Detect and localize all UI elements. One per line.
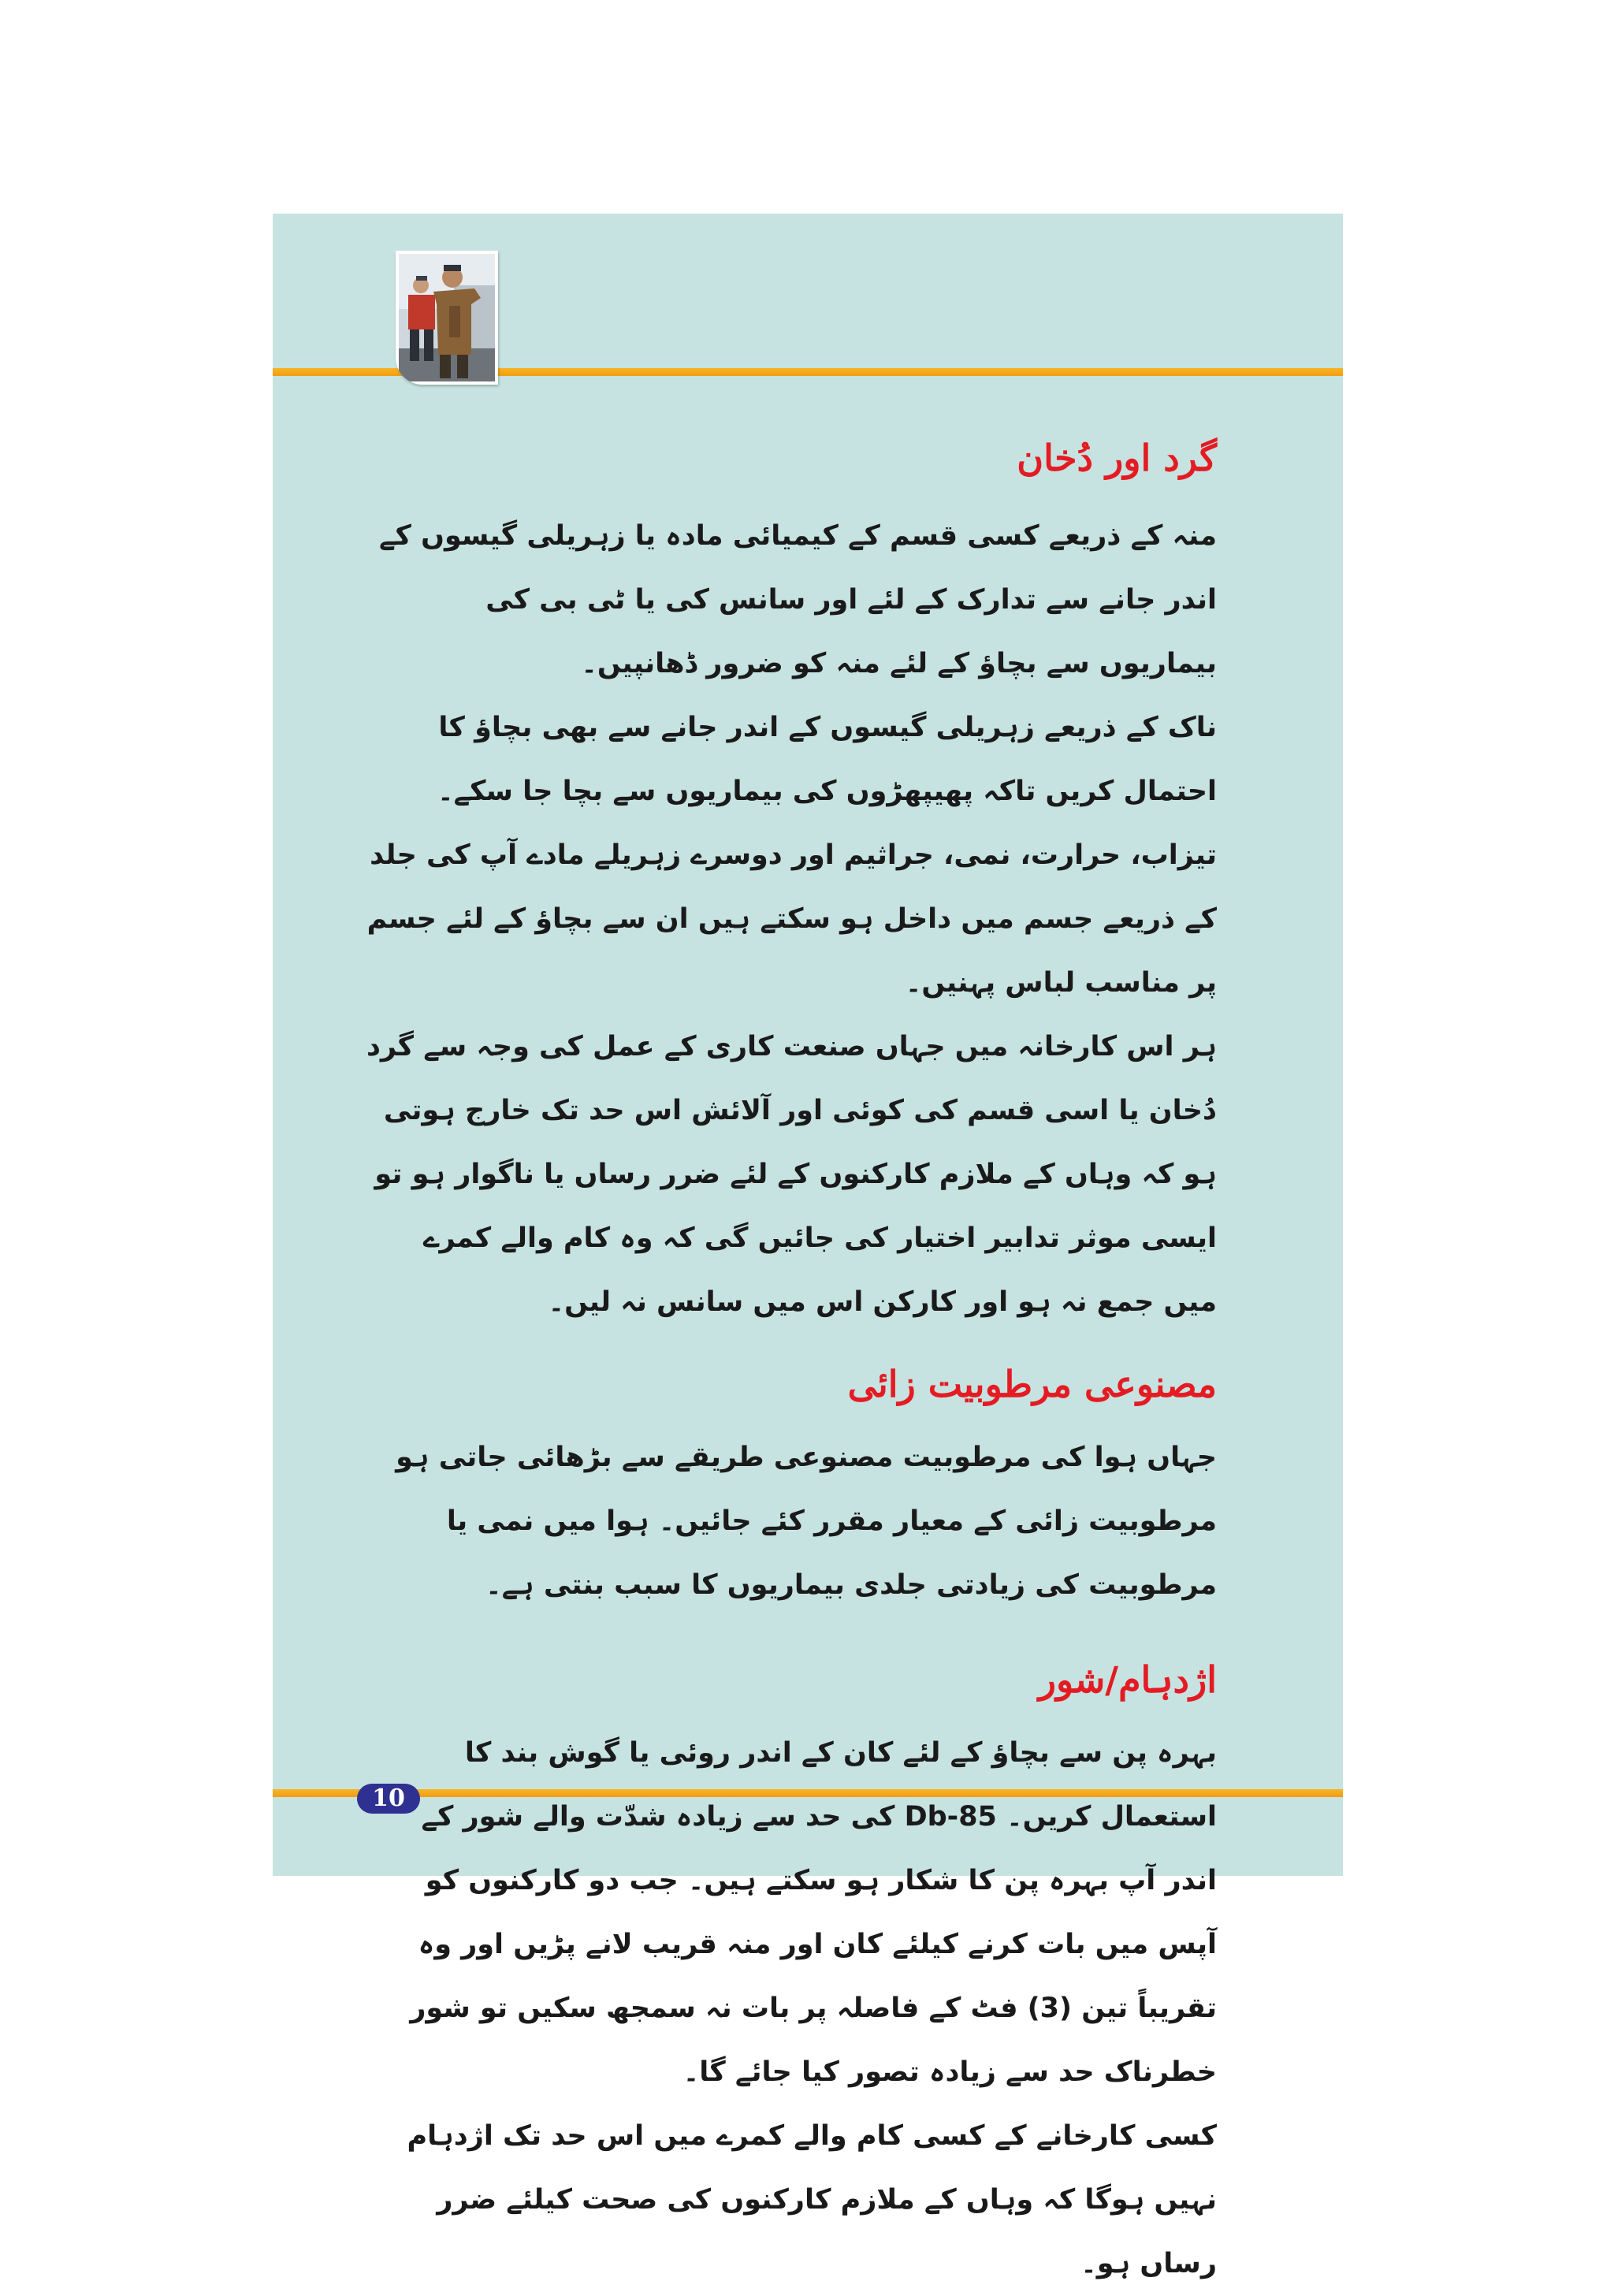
page-number-badge: 10 — [357, 1784, 420, 1814]
content-column — [366, 415, 1217, 2296]
bottom-rule — [273, 1789, 1343, 1797]
page — [273, 214, 1343, 2279]
heading-artificial-humidification: مصنوعی مرطوبیت زائی — [847, 1363, 1217, 1405]
heading-crowding-noise: اژدہام/شور — [1038, 1658, 1217, 1701]
workers-photo-illustration — [399, 254, 495, 381]
paragraph-factory-dust: ہر اس کارخانہ میں جہاں صنعت کاری کے عمل کی وجہ سے گرد دُخان یا اسی قسم کی کوئی اور آلائش اس حد تک خارج ہوتی ہو کہ وہاں کے ملازم کارکنوں کے لئے ضرر رساں یا ناگوار ہو تو ایسی موثر تدابیر اختیار کی جائیں گی کہ وہ کام والے کمرے میں جمع نہ ہو اور کارکن اس میں سانس نہ لیں۔ — [366, 1031, 1217, 1318]
paragraph-nose-protection: ناک کے ذریعے زہریلی گیسوں کے اندر جانے سے بھی بچاؤ کا احتمال کریں تاکہ پھیپھڑوں کی بیماریوں سے بچا جا سکے۔ — [437, 712, 1217, 807]
paragraph-humidity: جہاں ہوا کی مرطوبیت مصنوعی طریقے سے بڑھائی جاتی ہو مرطوبیت زائی کے معیار مقرر کئے جائیں۔ ہوا میں نمی یا مرطوبیت کی زیادتی جلدی بیماریوں کا سبب بنتی ہے۔ — [396, 1442, 1217, 1601]
heading-dust-fumes: گرد اور دُخان — [1017, 437, 1217, 479]
paragraph-crowding: کسی کارخانے کے کسی کام والے کمرے میں اس حد تک اژدہام نہیں ہوگا کہ وہاں کے ملازم کارکنوں کی صحت کیلئے ضرر رساں ہو۔ — [407, 2120, 1217, 2279]
paragraph-noise: بہرہ پن سے بچاؤ کے لئے کان کے اندر روئی یا گوش بند کا استعمال کریں۔ 85-Db کی حد سے زیادہ شدّت والے شور کے اندر آپ بہرہ پن کا شکار ہو سکتے ہیں۔ جب دو کارکنوں کو آپس میں بات کرنے کیلئے کان اور منہ قریب لانے پڑیں اور وہ تقریباً تین (3) فٹ کے فاصلہ پر بات نہ سمجھ سکیں تو شور خطرناک حد سے زیادہ تصور کیا جائے گا۔ — [410, 1737, 1217, 2088]
header-photo — [396, 251, 498, 385]
paragraph-skin-protection: تیزاب، حرارت، نمی، جراثیم اور دوسرے زہریلے مادے آپ کی جلد کے ذریعے جسم میں داخل ہو سکتے ہیں ان سے بچاؤ کے لئے جسم پر مناسب لباس پہنیں۔ — [366, 839, 1217, 999]
paragraph-mouth-protection: منہ کے ذریعے کسی قسم کے کیمیائی مادہ یا زہریلی گیسوں کے اندر جانے سے تدارک کے لئے اور سانس کی یا ٹی بی کی بیماریوں سے بچاؤ کے لئے منہ کو ضرور ڈھانپیں۔ — [379, 520, 1217, 679]
